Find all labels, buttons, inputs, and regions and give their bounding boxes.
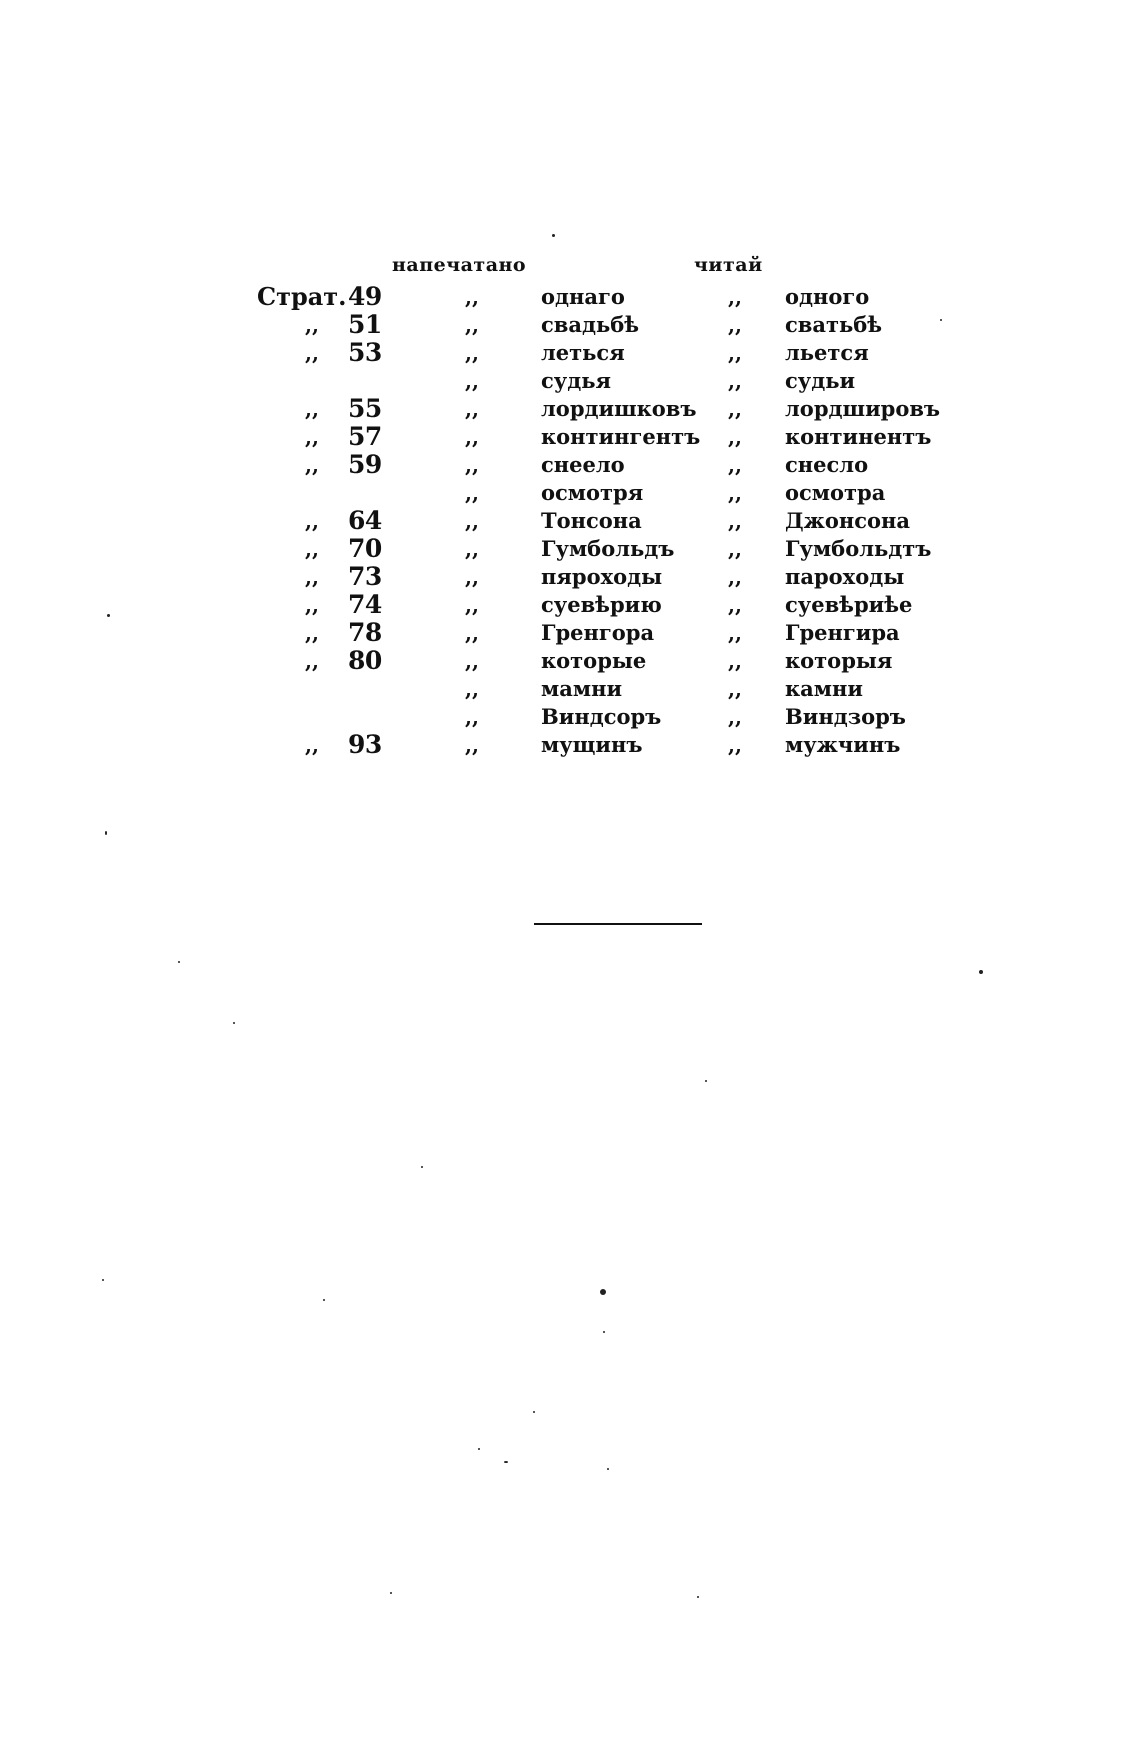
corrected-word: снесло: [785, 452, 869, 477]
scan-speck: [533, 1411, 535, 1413]
scan-speck: [390, 1592, 392, 1594]
printed-word: свадьбѣ: [541, 312, 640, 337]
corrected-word: Гренгира: [785, 620, 900, 645]
column-header-read: читай: [694, 254, 763, 276]
ditto-mark: ,,: [465, 705, 479, 729]
errata-row: [0, 395, 1140, 423]
ditto-mark: ,,: [305, 397, 319, 421]
errata-row: [0, 283, 1140, 311]
printed-word: пяроходы: [541, 564, 663, 589]
scan-speck: [940, 319, 942, 321]
page-prefix: Страт.: [257, 282, 347, 311]
printed-word: снеело: [541, 452, 625, 477]
page-number: 70: [348, 534, 382, 563]
page-number: 57: [348, 422, 382, 451]
ditto-mark: ,,: [305, 733, 319, 757]
printed-word: контингентъ: [541, 424, 701, 449]
ditto-mark: ,,: [465, 649, 479, 673]
closing-rule: [534, 923, 702, 925]
printed-word: Гренгора: [541, 620, 655, 645]
corrected-word: одного: [785, 284, 870, 309]
corrected-word: пароходы: [785, 564, 905, 589]
scan-speck: [600, 1289, 606, 1295]
corrected-word: суевѣриѣе: [785, 592, 913, 617]
scan-speck: [603, 1331, 605, 1333]
ditto-mark: ,,: [728, 285, 742, 309]
scan-speck: [705, 1080, 707, 1082]
printed-word: суевѣрию: [541, 592, 662, 617]
scan-speck: [979, 970, 983, 974]
scan-speck: [478, 1448, 480, 1450]
ditto-mark: ,,: [728, 509, 742, 533]
ditto-mark: ,,: [465, 593, 479, 617]
ditto-mark: ,,: [465, 733, 479, 757]
corrected-word: льется: [785, 340, 869, 365]
ditto-mark: ,,: [465, 453, 479, 477]
page-number: 53: [348, 338, 382, 367]
corrected-word: мужчинъ: [785, 732, 901, 757]
ditto-mark: ,,: [465, 313, 479, 337]
ditto-mark: ,,: [305, 649, 319, 673]
errata-row: [0, 451, 1140, 479]
ditto-mark: ,,: [305, 593, 319, 617]
corrected-word: камни: [785, 676, 863, 701]
ditto-mark: ,,: [305, 341, 319, 365]
printed-word: Виндсоръ: [541, 704, 662, 729]
printed-word: Тонсона: [541, 508, 642, 533]
page-number: 80: [348, 646, 382, 675]
scan-speck: [697, 1596, 699, 1598]
ditto-mark: ,,: [465, 537, 479, 561]
ditto-mark: ,,: [728, 313, 742, 337]
printed-word: осмотря: [541, 480, 644, 505]
page-number: 93: [348, 730, 382, 759]
ditto-mark: ,,: [465, 677, 479, 701]
ditto-mark: ,,: [305, 621, 319, 645]
ditto-mark: ,,: [728, 565, 742, 589]
ditto-mark: ,,: [465, 341, 479, 365]
corrected-word: сватьбѣ: [785, 312, 883, 337]
scan-speck: [504, 1461, 508, 1463]
ditto-mark: ,,: [728, 593, 742, 617]
errata-list: [0, 283, 1140, 759]
ditto-mark: ,,: [465, 285, 479, 309]
corrected-word: лордшировъ: [785, 396, 941, 421]
ditto-mark: ,,: [728, 397, 742, 421]
errata-row: [0, 311, 1140, 339]
scan-speck: [105, 831, 107, 835]
page-number: 73: [348, 562, 382, 591]
errata-row: [0, 619, 1140, 647]
ditto-mark: ,,: [465, 397, 479, 421]
ditto-mark: ,,: [728, 369, 742, 393]
printed-word: однаго: [541, 284, 625, 309]
errata-row: [0, 507, 1140, 535]
errata-row: [0, 535, 1140, 563]
printed-word: лордишковъ: [541, 396, 697, 421]
ditto-mark: ,,: [465, 481, 479, 505]
ditto-mark: ,,: [728, 649, 742, 673]
scan-speck: [421, 1166, 423, 1168]
corrected-word: Джонсона: [785, 508, 911, 533]
scan-speck: [607, 1468, 609, 1470]
corrected-word: Виндзоръ: [785, 704, 906, 729]
printed-word: судья: [541, 368, 611, 393]
printed-word: которые: [541, 648, 647, 673]
page-number: 59: [348, 450, 382, 479]
column-header-printed: напечатано: [392, 254, 527, 276]
ditto-mark: ,,: [728, 733, 742, 757]
errata-row: [0, 675, 1140, 703]
ditto-mark: ,,: [728, 341, 742, 365]
ditto-mark: ,,: [305, 425, 319, 449]
errata-row: [0, 591, 1140, 619]
corrected-word: континентъ: [785, 424, 932, 449]
ditto-mark: ,,: [465, 565, 479, 589]
printed-word: мамни: [541, 676, 623, 701]
ditto-mark: ,,: [465, 621, 479, 645]
printed-word: леться: [541, 340, 625, 365]
ditto-mark: ,,: [305, 509, 319, 533]
errata-row: [0, 339, 1140, 367]
ditto-mark: ,,: [465, 425, 479, 449]
page-number: 78: [348, 618, 382, 647]
printed-word: Гумбольдъ: [541, 536, 675, 561]
errata-row: [0, 479, 1140, 507]
ditto-mark: ,,: [728, 537, 742, 561]
ditto-mark: ,,: [728, 705, 742, 729]
printed-word: мущинъ: [541, 732, 643, 757]
ditto-mark: ,,: [305, 565, 319, 589]
corrected-word: судьи: [785, 368, 856, 393]
errata-row: [0, 647, 1140, 675]
corrected-word: которыя: [785, 648, 893, 673]
errata-row: [0, 423, 1140, 451]
page-number: 55: [348, 394, 382, 423]
scan-speck: [552, 234, 555, 237]
page-number: 51: [348, 310, 382, 339]
scan-speck: [178, 961, 180, 963]
ditto-mark: ,,: [305, 453, 319, 477]
scan-speck: [323, 1299, 325, 1301]
errata-row: [0, 563, 1140, 591]
ditto-mark: ,,: [728, 677, 742, 701]
ditto-mark: ,,: [305, 313, 319, 337]
ditto-mark: ,,: [305, 537, 319, 561]
ditto-mark: ,,: [728, 425, 742, 449]
ditto-mark: ,,: [465, 509, 479, 533]
page-number: 49: [348, 282, 382, 311]
scan-speck: [102, 1279, 104, 1281]
corrected-word: Гумбольдтъ: [785, 536, 932, 561]
scan-speck: [107, 614, 110, 617]
scan-speck: [233, 1022, 235, 1024]
page-number: 74: [348, 590, 382, 619]
ditto-mark: ,,: [465, 369, 479, 393]
ditto-mark: ,,: [728, 621, 742, 645]
errata-row: [0, 367, 1140, 395]
corrected-word: осмотра: [785, 480, 886, 505]
page-number: 64: [348, 506, 382, 535]
ditto-mark: ,,: [728, 453, 742, 477]
errata-row: [0, 731, 1140, 759]
errata-row: [0, 703, 1140, 731]
ditto-mark: ,,: [728, 481, 742, 505]
